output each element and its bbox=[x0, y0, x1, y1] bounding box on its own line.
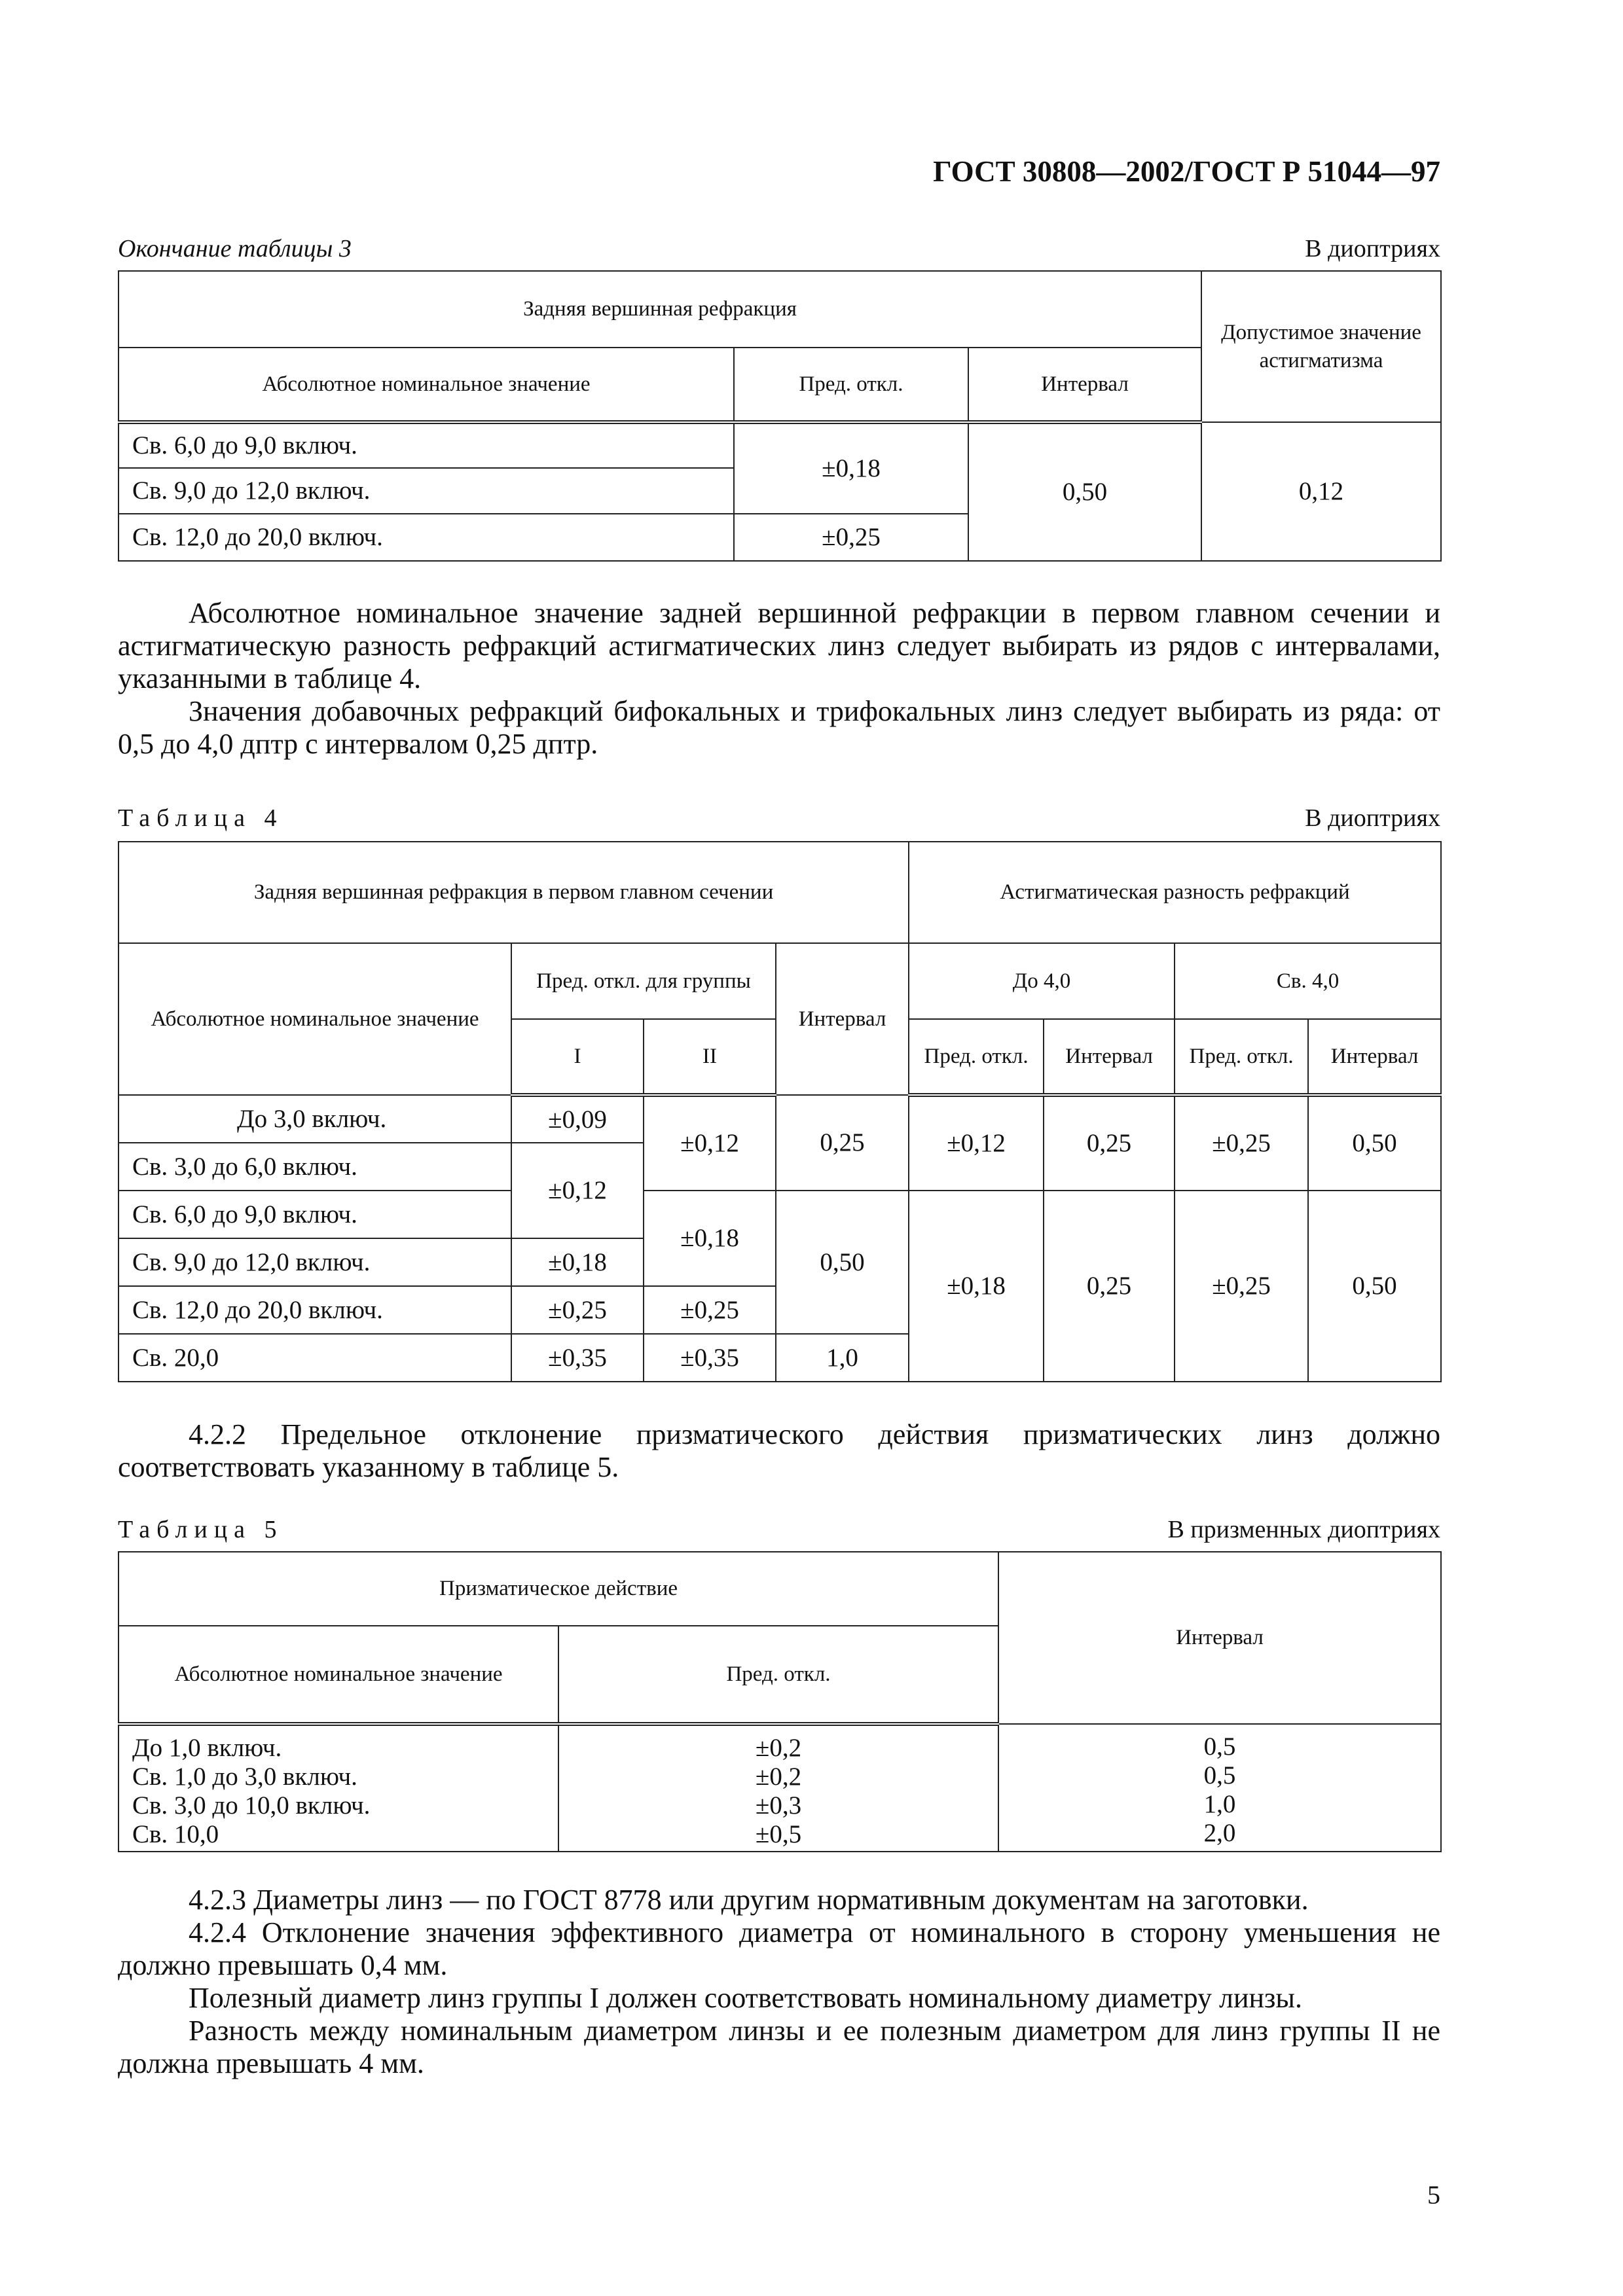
paragraph: Значения добавочных рефракций бифокальных и трифокальных линз следует выбирать из ряда: от 0,5 до 4,0 дптр с интервалом 0,25 дптр. bbox=[118, 695, 1440, 760]
t4-header-int-upto4: Интервал bbox=[1044, 1019, 1175, 1095]
t4-header-abs: Абсолютное номинальное значение bbox=[119, 943, 511, 1095]
paragraph: 4.2.4 Отклонение значения эффективного диаметра от номинального в сторону уменьшения не должно превышать 0,4 мм. bbox=[118, 1916, 1440, 1981]
t4-dev1-5: ±0,35 bbox=[511, 1334, 644, 1382]
table5-unit: В призменных диоптриях bbox=[1167, 1516, 1440, 1543]
t4-row-3: Св. 6,0 до 9,0 включ. bbox=[119, 1191, 511, 1238]
t5-col-abs: До 1,0 включ. Св. 1,0 до 3,0 включ. Св. 3,0 до 10,0 включ. Св. 10,0 bbox=[119, 1724, 558, 1852]
table4-caption: Таблица 4 bbox=[118, 804, 283, 832]
paragraph: Разность между номинальным диаметром линзы и ее полезным диаметром для линз группы II не должна превышать 4 мм. bbox=[118, 2015, 1440, 2079]
t4-header-over4: Св. 4,0 bbox=[1175, 943, 1441, 1019]
t4-ast-a-dev-over4: ±0,25 bbox=[1175, 1095, 1308, 1191]
table3-caption: Окончание таблицы 3 bbox=[118, 235, 352, 262]
t3-dev-1: ±0,18 bbox=[734, 422, 968, 514]
t3-header-group: Задняя вершинная рефракция bbox=[119, 271, 1201, 348]
text-block-3 bbox=[118, 1884, 1440, 2080]
t4-header-group1: Задняя вершинная рефракция в первом главном сечении bbox=[119, 842, 909, 943]
table-5 bbox=[118, 1551, 1442, 1852]
t4-header-group-2: II bbox=[644, 1019, 776, 1095]
text-block-1 bbox=[118, 597, 1440, 761]
t3-header-astig: Допустимое значение астигматизма bbox=[1201, 271, 1441, 422]
t3-dev-2: ±0,25 bbox=[734, 514, 968, 561]
t4-dev1-4: ±0,25 bbox=[511, 1286, 644, 1334]
t5-header-group: Призматическое действие bbox=[119, 1552, 998, 1626]
t4-ast-b-dev-over4: ±0,25 bbox=[1175, 1191, 1308, 1382]
t4-ast-b-dev-upto4: ±0,18 bbox=[909, 1191, 1044, 1382]
t4-header-int-over4: Интервал bbox=[1308, 1019, 1441, 1095]
t4-ast-a-int-upto4: 0,25 bbox=[1044, 1095, 1175, 1191]
table5-caption: Таблица 5 bbox=[118, 1516, 283, 1543]
table-4 bbox=[118, 841, 1442, 1382]
t4-header-group-1: I bbox=[511, 1019, 644, 1095]
t3-row-3: Св. 12,0 до 20,0 включ. bbox=[119, 514, 734, 561]
paragraph: 4.2.2 Предельное отклонение призматического действия призматических линз должно соответствовать указанному в таблице 5. bbox=[118, 1418, 1440, 1483]
t5-col-dev: ±0,2 ±0,2 ±0,3 ±0,5 bbox=[558, 1724, 998, 1852]
t4-dev1-1: ±0,09 bbox=[511, 1095, 644, 1143]
table4-unit: В диоптриях bbox=[1305, 804, 1440, 832]
page-number: 5 bbox=[1427, 2180, 1440, 2210]
t4-ast-a-int-over4: 0,50 bbox=[1308, 1095, 1441, 1191]
t4-interval-2: 0,50 bbox=[776, 1191, 909, 1334]
t4-row-5: Св. 12,0 до 20,0 включ. bbox=[119, 1286, 511, 1334]
t4-dev1-3: ±0,18 bbox=[511, 1238, 644, 1286]
document-header: ГОСТ 30808—2002/ГОСТ Р 51044—97 bbox=[933, 155, 1440, 188]
t4-dev2-1: ±0,12 bbox=[644, 1095, 776, 1191]
text-block-2 bbox=[118, 1418, 1440, 1484]
t3-row-2: Св. 9,0 до 12,0 включ. bbox=[119, 468, 734, 514]
t5-header-interval: Интервал bbox=[998, 1552, 1441, 1724]
paragraph: Абсолютное номинальное значение задней вершинной рефракции в первом главном сечении и астигматическую разность рефракций астигматических линз следует выбирать из рядов с интервалами, указанными в таблице 4. bbox=[118, 597, 1440, 694]
t4-row-4: Св. 9,0 до 12,0 включ. bbox=[119, 1238, 511, 1286]
t4-header-interval: Интервал bbox=[776, 943, 909, 1095]
table3-unit: В диоптриях bbox=[1305, 235, 1440, 262]
t5-header-dev: Пред. откл. bbox=[558, 1626, 998, 1724]
t4-dev2-4: ±0,35 bbox=[644, 1334, 776, 1382]
t3-header-interval: Интервал bbox=[968, 348, 1201, 422]
t4-header-dev-upto4: Пред. откл. bbox=[909, 1019, 1044, 1095]
t4-header-dev-group: Пред. откл. для группы bbox=[511, 943, 776, 1019]
t4-ast-a-dev-upto4: ±0,12 bbox=[909, 1095, 1044, 1191]
t4-interval-3: 1,0 bbox=[776, 1334, 909, 1382]
t4-header-group2: Астигматическая разность рефракций bbox=[909, 842, 1441, 943]
t4-row-1: До 3,0 включ. bbox=[119, 1095, 511, 1143]
t3-header-abs: Абсолютное номинальное значение bbox=[119, 348, 734, 422]
t4-row-6: Св. 20,0 bbox=[119, 1334, 511, 1382]
paragraph: Полезный диаметр линз группы I должен соответствовать номинальному диаметру линзы. bbox=[189, 1982, 1302, 2014]
t4-dev1-2: ±0,12 bbox=[511, 1143, 644, 1238]
t4-ast-b-int-over4: 0,50 bbox=[1308, 1191, 1441, 1382]
t3-row-1: Св. 6,0 до 9,0 включ. bbox=[119, 422, 734, 468]
t5-col-int: 0,5 0,5 1,0 2,0 bbox=[998, 1724, 1441, 1852]
t3-interval: 0,50 bbox=[968, 422, 1201, 561]
table-3 bbox=[118, 270, 1442, 562]
t4-row-2: Св. 3,0 до 6,0 включ. bbox=[119, 1143, 511, 1191]
t4-interval-1: 0,25 bbox=[776, 1095, 909, 1191]
paragraph: 4.2.3 Диаметры линз — по ГОСТ 8778 или другим нормативным документам на заготовки. bbox=[189, 1884, 1309, 1916]
t4-dev2-2: ±0,18 bbox=[644, 1191, 776, 1286]
t3-astig: 0,12 bbox=[1201, 422, 1441, 561]
t5-header-abs: Абсолютное номинальное значение bbox=[119, 1626, 558, 1724]
t4-dev2-3: ±0,25 bbox=[644, 1286, 776, 1334]
t4-ast-b-int-upto4: 0,25 bbox=[1044, 1191, 1175, 1382]
t3-header-dev: Пред. откл. bbox=[734, 348, 968, 422]
t4-header-upto4: До 4,0 bbox=[909, 943, 1175, 1019]
t4-header-dev-over4: Пред. откл. bbox=[1175, 1019, 1308, 1095]
